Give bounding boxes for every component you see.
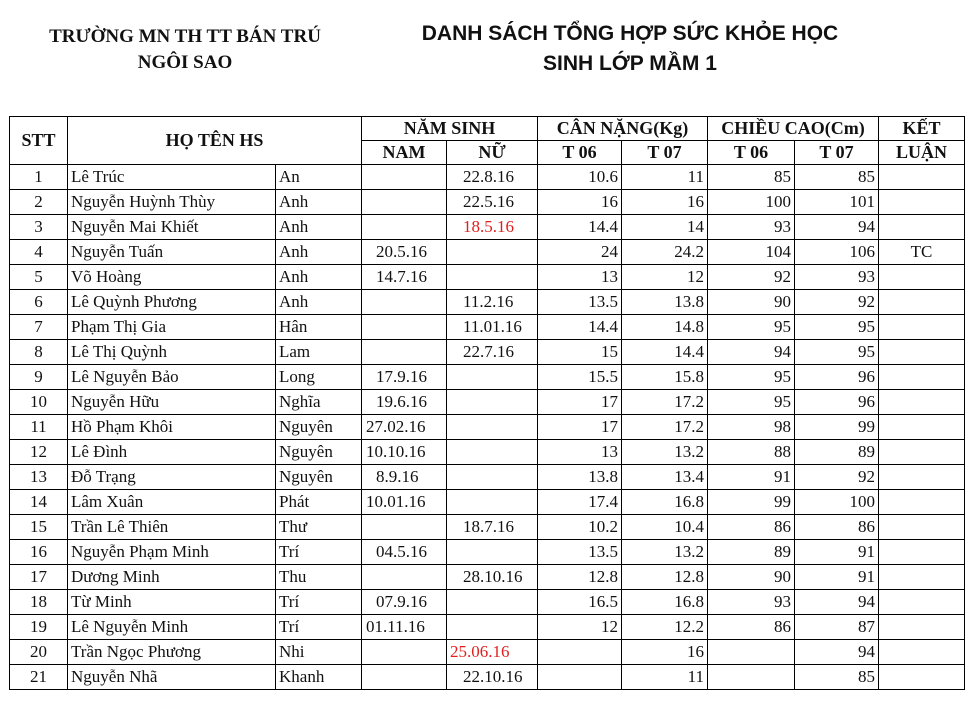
cell-stt: 17 — [10, 565, 68, 590]
cell-conclusion: TC — [879, 240, 965, 265]
cell-stt: 2 — [10, 190, 68, 215]
cell-height-t06: 91 — [708, 465, 795, 490]
table-row — [10, 415, 965, 440]
cell-height-t06: 99 — [708, 490, 795, 515]
cell-weight-t07: 24.2 — [622, 240, 708, 265]
cell-height-t07: 96 — [795, 390, 879, 415]
cell-stt: 18 — [10, 590, 68, 615]
table-header — [10, 117, 965, 165]
cell-height-t06: 86 — [708, 615, 795, 640]
cell-surname: Lê Thị Quỳnh — [68, 340, 276, 365]
table-row — [10, 365, 965, 390]
cell-surname: Lâm Xuân — [68, 490, 276, 515]
cell-conclusion — [879, 440, 965, 465]
health-table — [9, 116, 965, 690]
cell-height-t06: 90 — [708, 565, 795, 590]
cell-height-t06: 98 — [708, 415, 795, 440]
cell-conclusion — [879, 190, 965, 215]
cell-birth-female — [447, 265, 538, 290]
cell-given-name: Nghĩa — [276, 390, 362, 415]
cell-birth-male — [362, 340, 447, 365]
cell-height-t07: 101 — [795, 190, 879, 215]
cell-birth-male — [362, 565, 447, 590]
cell-height-t07: 94 — [795, 590, 879, 615]
cell-given-name: Anh — [276, 240, 362, 265]
cell-weight-t06: 12.8 — [538, 565, 622, 590]
table-row — [10, 315, 965, 340]
cell-birth-female — [447, 365, 538, 390]
cell-stt: 19 — [10, 615, 68, 640]
cell-surname: Võ Hoàng — [68, 265, 276, 290]
cell-stt: 13 — [10, 465, 68, 490]
cell-surname: Nguyễn Tuấn — [68, 240, 276, 265]
cell-height-t07: 94 — [795, 640, 879, 665]
cell-weight-t06: 13 — [538, 265, 622, 290]
cell-given-name: Hân — [276, 315, 362, 340]
cell-surname: Nguyễn Nhã — [68, 665, 276, 690]
cell-surname: Nguyễn Mai Khiết — [68, 215, 276, 240]
cell-birth-male — [362, 165, 447, 190]
school-name-line2: NGÔI SAO — [137, 52, 233, 73]
cell-conclusion — [879, 340, 965, 365]
cell-birth-male — [362, 515, 447, 540]
cell-weight-t07: 14.8 — [622, 315, 708, 340]
cell-weight-t06 — [538, 640, 622, 665]
cell-weight-t07: 16 — [622, 640, 708, 665]
cell-height-t06: 89 — [708, 540, 795, 565]
cell-birth-female: 22.7.16 — [447, 340, 538, 365]
cell-given-name: Nguyên — [276, 440, 362, 465]
cell-birth-female — [447, 390, 538, 415]
cell-birth-female — [447, 465, 538, 490]
cell-surname: Phạm Thị Gia — [68, 315, 276, 340]
document-title-line2: SINH LỚP MẦM 1 — [543, 52, 717, 75]
cell-birth-male: 27.02.16 — [362, 415, 447, 440]
cell-birth-female: 22.10.16 — [447, 665, 538, 690]
cell-weight-t07: 15.8 — [622, 365, 708, 390]
cell-weight-t07: 17.2 — [622, 415, 708, 440]
cell-given-name: Lam — [276, 340, 362, 365]
cell-weight-t06: 17 — [538, 415, 622, 440]
cell-conclusion — [879, 165, 965, 190]
cell-weight-t07: 14.4 — [622, 340, 708, 365]
header-height: CHIỀU CAO(Cm) — [708, 117, 879, 141]
cell-weight-t07: 13.4 — [622, 465, 708, 490]
cell-weight-t07: 17.2 — [622, 390, 708, 415]
cell-height-t07: 86 — [795, 515, 879, 540]
cell-weight-t07: 16.8 — [622, 490, 708, 515]
cell-given-name: Thu — [276, 565, 362, 590]
cell-birth-female: 22.5.16 — [447, 190, 538, 215]
cell-conclusion — [879, 390, 965, 415]
cell-stt: 16 — [10, 540, 68, 565]
cell-stt: 4 — [10, 240, 68, 265]
cell-height-t06: 104 — [708, 240, 795, 265]
cell-birth-male: 19.6.16 — [362, 390, 447, 415]
document-title — [380, 19, 880, 79]
header-conclusion-line1: KẾT — [879, 117, 965, 141]
cell-conclusion — [879, 640, 965, 665]
cell-height-t07: 87 — [795, 615, 879, 640]
cell-height-t07: 93 — [795, 265, 879, 290]
table-row — [10, 490, 965, 515]
cell-height-t07: 91 — [795, 565, 879, 590]
cell-birth-female — [447, 415, 538, 440]
cell-height-t07: 100 — [795, 490, 879, 515]
cell-stt: 6 — [10, 290, 68, 315]
cell-surname: Lê Nguyễn Bảo — [68, 365, 276, 390]
cell-height-t06: 86 — [708, 515, 795, 540]
cell-height-t06: 94 — [708, 340, 795, 365]
table-row — [10, 465, 965, 490]
cell-birth-female — [447, 615, 538, 640]
table-row — [10, 190, 965, 215]
cell-conclusion — [879, 490, 965, 515]
table-row — [10, 340, 965, 365]
cell-height-t07: 99 — [795, 415, 879, 440]
cell-weight-t06: 24 — [538, 240, 622, 265]
cell-birth-male: 14.7.16 — [362, 265, 447, 290]
cell-given-name: Trí — [276, 540, 362, 565]
cell-birth-female: 22.8.16 — [447, 165, 538, 190]
cell-weight-t07: 11 — [622, 665, 708, 690]
cell-height-t07: 94 — [795, 215, 879, 240]
cell-stt: 7 — [10, 315, 68, 340]
cell-surname: Đỗ Trạng — [68, 465, 276, 490]
cell-stt: 14 — [10, 490, 68, 515]
cell-height-t06: 95 — [708, 315, 795, 340]
table-row — [10, 440, 965, 465]
cell-height-t06: 100 — [708, 190, 795, 215]
cell-height-t07: 89 — [795, 440, 879, 465]
cell-height-t07: 95 — [795, 340, 879, 365]
cell-height-t06: 95 — [708, 390, 795, 415]
cell-surname: Lê Nguyễn Minh — [68, 615, 276, 640]
cell-height-t06: 88 — [708, 440, 795, 465]
cell-height-t06: 90 — [708, 290, 795, 315]
cell-stt: 9 — [10, 365, 68, 390]
cell-birth-female: 18.7.16 — [447, 515, 538, 540]
cell-birth-female: 25.06.16 — [447, 640, 538, 665]
cell-height-t07: 85 — [795, 665, 879, 690]
cell-birth-male — [362, 290, 447, 315]
cell-height-t06: 93 — [708, 215, 795, 240]
cell-birth-male: 10.10.16 — [362, 440, 447, 465]
cell-weight-t06: 16.5 — [538, 590, 622, 615]
cell-birth-male: 20.5.16 — [362, 240, 447, 265]
cell-stt: 3 — [10, 215, 68, 240]
cell-stt: 1 — [10, 165, 68, 190]
cell-conclusion — [879, 590, 965, 615]
cell-weight-t07: 16 — [622, 190, 708, 215]
table-row — [10, 390, 965, 415]
cell-conclusion — [879, 315, 965, 340]
cell-stt: 12 — [10, 440, 68, 465]
cell-conclusion — [879, 565, 965, 590]
cell-conclusion — [879, 365, 965, 390]
cell-height-t06: 92 — [708, 265, 795, 290]
table-row — [10, 615, 965, 640]
cell-stt: 8 — [10, 340, 68, 365]
cell-conclusion — [879, 215, 965, 240]
table-row — [10, 640, 965, 665]
cell-weight-t07: 13.2 — [622, 440, 708, 465]
cell-given-name: Thư — [276, 515, 362, 540]
cell-surname: Dương Minh — [68, 565, 276, 590]
cell-weight-t06: 13.8 — [538, 465, 622, 490]
document-title-line1: DANH SÁCH TỔNG HỢP SỨC KHỎE HỌC — [421, 22, 839, 45]
cell-stt: 10 — [10, 390, 68, 415]
cell-given-name: Anh — [276, 215, 362, 240]
cell-weight-t06: 17.4 — [538, 490, 622, 515]
cell-given-name: Nhi — [276, 640, 362, 665]
cell-birth-female: 11.01.16 — [447, 315, 538, 340]
table-row — [10, 215, 965, 240]
cell-height-t06 — [708, 640, 795, 665]
table-row — [10, 540, 965, 565]
cell-weight-t07: 16.8 — [622, 590, 708, 615]
cell-height-t06: 95 — [708, 365, 795, 390]
cell-conclusion — [879, 290, 965, 315]
cell-conclusion — [879, 665, 965, 690]
cell-weight-t06: 14.4 — [538, 315, 622, 340]
cell-weight-t07: 10.4 — [622, 515, 708, 540]
cell-given-name: Khanh — [276, 665, 362, 690]
cell-weight-t06: 10.2 — [538, 515, 622, 540]
cell-birth-male — [362, 665, 447, 690]
cell-conclusion — [879, 615, 965, 640]
cell-stt: 21 — [10, 665, 68, 690]
cell-height-t06 — [708, 665, 795, 690]
cell-given-name: Trí — [276, 590, 362, 615]
cell-birth-male — [362, 215, 447, 240]
table-row — [10, 565, 965, 590]
cell-weight-t06: 15 — [538, 340, 622, 365]
table-row — [10, 665, 965, 690]
cell-weight-t07: 12.8 — [622, 565, 708, 590]
cell-surname: Nguyễn Hữu — [68, 390, 276, 415]
cell-height-t07: 92 — [795, 465, 879, 490]
cell-birth-male: 17.9.16 — [362, 365, 447, 390]
cell-conclusion — [879, 465, 965, 490]
cell-height-t07: 95 — [795, 315, 879, 340]
header-male: NAM — [362, 141, 447, 165]
header-name: HỌ TÊN HS — [68, 117, 362, 165]
cell-surname: Hồ Phạm Khôi — [68, 415, 276, 440]
cell-given-name: Trí — [276, 615, 362, 640]
cell-height-t07: 91 — [795, 540, 879, 565]
table-row — [10, 290, 965, 315]
cell-height-t07: 85 — [795, 165, 879, 190]
cell-height-t07: 92 — [795, 290, 879, 315]
cell-birth-male — [362, 640, 447, 665]
cell-given-name: Anh — [276, 290, 362, 315]
cell-stt: 15 — [10, 515, 68, 540]
cell-given-name: Nguyên — [276, 465, 362, 490]
cell-given-name: Nguyên — [276, 415, 362, 440]
table-row — [10, 240, 965, 265]
cell-birth-female — [447, 590, 538, 615]
cell-surname: Lê Quỳnh Phương — [68, 290, 276, 315]
cell-height-t06: 93 — [708, 590, 795, 615]
cell-weight-t06: 17 — [538, 390, 622, 415]
cell-weight-t06: 13.5 — [538, 540, 622, 565]
cell-weight-t06: 15.5 — [538, 365, 622, 390]
cell-birth-female: 18.5.16 — [447, 215, 538, 240]
cell-birth-female — [447, 240, 538, 265]
cell-weight-t06: 10.6 — [538, 165, 622, 190]
cell-weight-t06: 13 — [538, 440, 622, 465]
cell-birth-male: 01.11.16 — [362, 615, 447, 640]
cell-conclusion — [879, 415, 965, 440]
header-weight-t07: T 07 — [622, 141, 708, 165]
cell-weight-t06 — [538, 665, 622, 690]
cell-weight-t07: 11 — [622, 165, 708, 190]
cell-height-t07: 106 — [795, 240, 879, 265]
cell-birth-female — [447, 490, 538, 515]
header-female: NỮ — [447, 141, 538, 165]
cell-weight-t06: 16 — [538, 190, 622, 215]
table-body — [10, 165, 965, 690]
cell-surname: Lê Trúc — [68, 165, 276, 190]
cell-surname: Nguyễn Huỳnh Thùy — [68, 190, 276, 215]
cell-weight-t06: 12 — [538, 615, 622, 640]
school-name — [20, 24, 350, 76]
cell-given-name: An — [276, 165, 362, 190]
table-row — [10, 590, 965, 615]
header-height-t07: T 07 — [795, 141, 879, 165]
table-row — [10, 515, 965, 540]
cell-conclusion — [879, 515, 965, 540]
cell-birth-male: 07.9.16 — [362, 590, 447, 615]
cell-weight-t07: 13.2 — [622, 540, 708, 565]
header-conclusion-line2: LUẬN — [879, 141, 965, 165]
cell-stt: 5 — [10, 265, 68, 290]
header-stt: STT — [10, 117, 68, 165]
cell-weight-t07: 12 — [622, 265, 708, 290]
header-height-t06: T 06 — [708, 141, 795, 165]
cell-given-name: Anh — [276, 265, 362, 290]
cell-weight-t07: 13.8 — [622, 290, 708, 315]
cell-birth-female: 11.2.16 — [447, 290, 538, 315]
header-weight-t06: T 06 — [538, 141, 622, 165]
cell-given-name: Anh — [276, 190, 362, 215]
cell-surname: Trần Lê Thiên — [68, 515, 276, 540]
cell-given-name: Phát — [276, 490, 362, 515]
cell-weight-t06: 14.4 — [538, 215, 622, 240]
cell-surname: Lê Đình — [68, 440, 276, 465]
cell-height-t06: 85 — [708, 165, 795, 190]
cell-weight-t06: 13.5 — [538, 290, 622, 315]
cell-surname: Từ Minh — [68, 590, 276, 615]
cell-birth-male: 10.01.16 — [362, 490, 447, 515]
cell-given-name: Long — [276, 365, 362, 390]
cell-conclusion — [879, 540, 965, 565]
cell-surname: Nguyễn Phạm Minh — [68, 540, 276, 565]
school-name-line1: TRƯỜNG MN TH TT BÁN TRÚ — [49, 26, 321, 47]
cell-weight-t07: 14 — [622, 215, 708, 240]
cell-birth-male: 8.9.16 — [362, 465, 447, 490]
cell-height-t07: 96 — [795, 365, 879, 390]
cell-birth-male: 04.5.16 — [362, 540, 447, 565]
header-weight: CÂN NẶNG(Kg) — [538, 117, 708, 141]
cell-birth-male — [362, 315, 447, 340]
cell-stt: 20 — [10, 640, 68, 665]
cell-birth-female: 28.10.16 — [447, 565, 538, 590]
cell-weight-t07: 12.2 — [622, 615, 708, 640]
cell-birth-female — [447, 540, 538, 565]
cell-birth-male — [362, 190, 447, 215]
header-birth-year: NĂM SINH — [362, 117, 538, 141]
cell-surname: Trần Ngọc Phương — [68, 640, 276, 665]
table-row — [10, 265, 965, 290]
cell-birth-female — [447, 440, 538, 465]
cell-stt: 11 — [10, 415, 68, 440]
cell-conclusion — [879, 265, 965, 290]
table-row — [10, 165, 965, 190]
